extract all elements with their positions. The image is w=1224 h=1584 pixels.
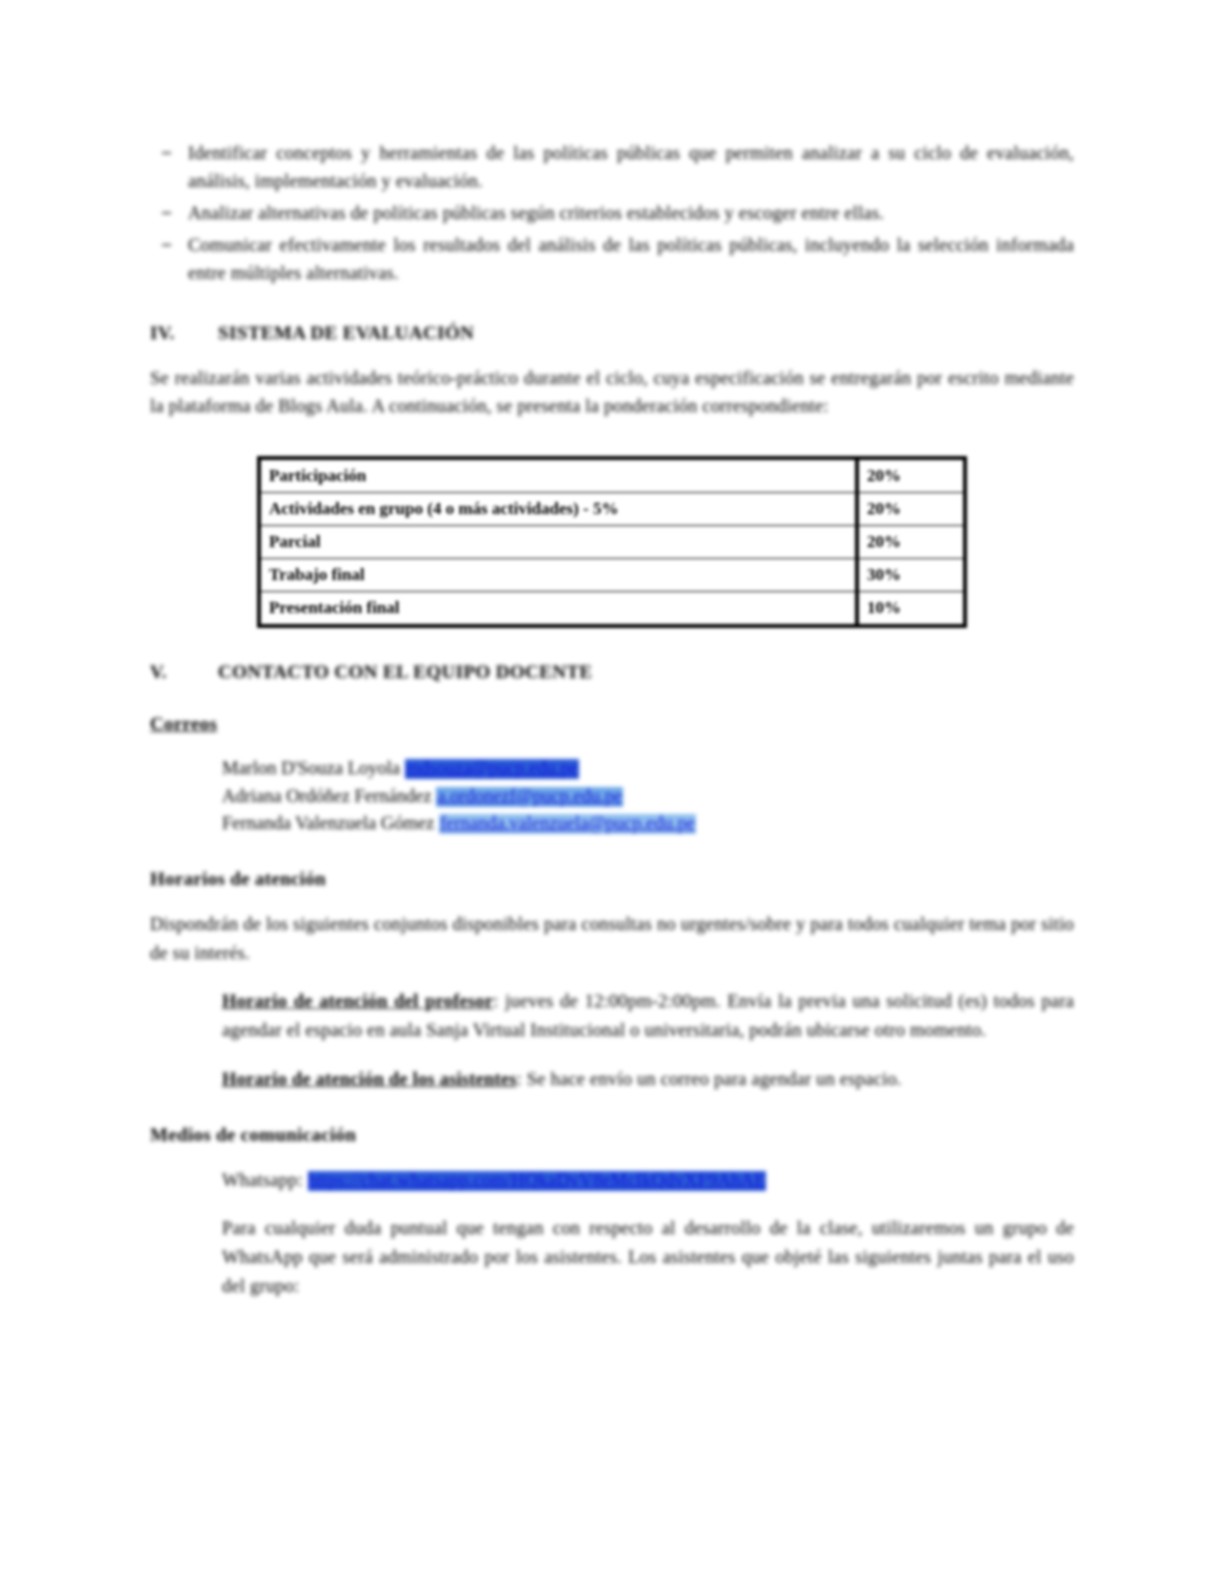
contact-row [222,756,1074,784]
contact-email-link[interactable]: mdsouza@pucp.edu.pe [405,758,578,779]
table-row [259,558,965,591]
table-row [259,525,965,558]
medios-heading: Medios de comunicación [150,1124,357,1146]
section-number: V. [150,661,167,683]
contact-list [222,756,1074,839]
table-cell-label: Participación [259,458,857,493]
whatsapp-label: Whatsapp: [222,1170,303,1191]
table-row [259,591,965,626]
section-heading-evaluacion [150,323,1074,345]
contact-email-link[interactable]: fernanda.valenzuela@pucp.edu.pe [439,814,695,835]
horario-asistentes-label: Horario de atención de los asistentes [222,1069,517,1090]
horarios-intro: Dispondrán de los siguientes conjuntos disponibles para consultas no urgentes/sobre y para todos cualquier tema por sitio de su interés. [150,915,1074,964]
medios-closing: Para cualquier duda puntual que tengan con respecto al desarrollo de la clase, utilizaremos un grupo de WhatsApp que será administrado por los asistentes. Los asistentes que objeté las siguientes juntas para el uso del grupo: [222,1219,1074,1297]
table-row [259,492,965,525]
horarios-heading: Horarios de atención [150,869,326,891]
section-number: IV. [150,322,175,344]
contact-row [222,811,1074,839]
table-cell-value: 20% [857,525,965,558]
contact-name: Marlon D'Souza Loyola [222,758,401,779]
contact-name: Adriana Ordóñez Fernández [222,786,432,807]
grade-table [257,456,967,628]
section-title: CONTACTO CON EL EQUIPO DOCENTE [218,661,593,683]
horario-profesor [222,988,1074,1045]
table-cell-value: 30% [857,558,965,591]
whatsapp-link[interactable]: https://chat.whatsapp.com/HQkaDvV8eMcIkQdvXF9AhAE [307,1170,766,1191]
list-item: Comunicar efectivamente los resultados del análisis de las políticas públicas, incluyendo la selección informada entre múltiples alternativas. [150,232,1074,288]
horario-profesor-label: Horario de atención del profesor [222,992,494,1013]
table-cell-label: Actividades en grupo (4 o más actividades) - 5% [259,492,857,525]
contact-name: Fernanda Valenzuela Gómez [222,814,435,835]
list-item: Identificar conceptos y herramientas de las políticas públicas que permiten analizar a su ciclo de evaluación, análisis, implementación y evaluación. [150,140,1074,196]
table-row [259,458,965,493]
table-cell-value: 10% [857,591,965,626]
correos-heading: Correos [150,713,218,735]
contact-row [222,784,1074,812]
contact-email-link[interactable]: a.ordonezf@pucp.edu.pe [437,786,623,807]
table-cell-label: Parcial [259,525,857,558]
horario-profesor-text: : jueves de 12:00pm-2:00pm. Envía la previa una solicitud (es) todos para agendar el espacio en aula Sanja Virtual Institucional o universitaria, podrán ubicarse otro momento. [222,992,1074,1042]
table-cell-value: 20% [857,492,965,525]
horario-asistentes-text: : Se hace envío un correo para agendar un espacio. [516,1069,902,1090]
objectives-list [150,140,1074,289]
section-heading-contacto [150,662,1074,684]
list-item: Analizar alternativas de políticas públicas según criterios establecidos y escoger entre ellas. [150,200,1074,228]
table-cell-value: 20% [857,458,965,493]
section-title: SISTEMA DE EVALUACIÓN [218,322,475,344]
horario-asistentes [222,1066,1074,1095]
evaluacion-paragraph: Se realizarán varias actividades teórico-práctico durante el ciclo, cuya especificación se entregarán por escrito mediante la plataforma de Blogs Aula. A continuación, se presenta la ponderación correspondiente: [150,368,1074,418]
table-cell-label: Presentación final [259,591,857,626]
whatsapp-row [222,1167,1074,1196]
table-cell-label: Trabajo final [259,558,857,591]
